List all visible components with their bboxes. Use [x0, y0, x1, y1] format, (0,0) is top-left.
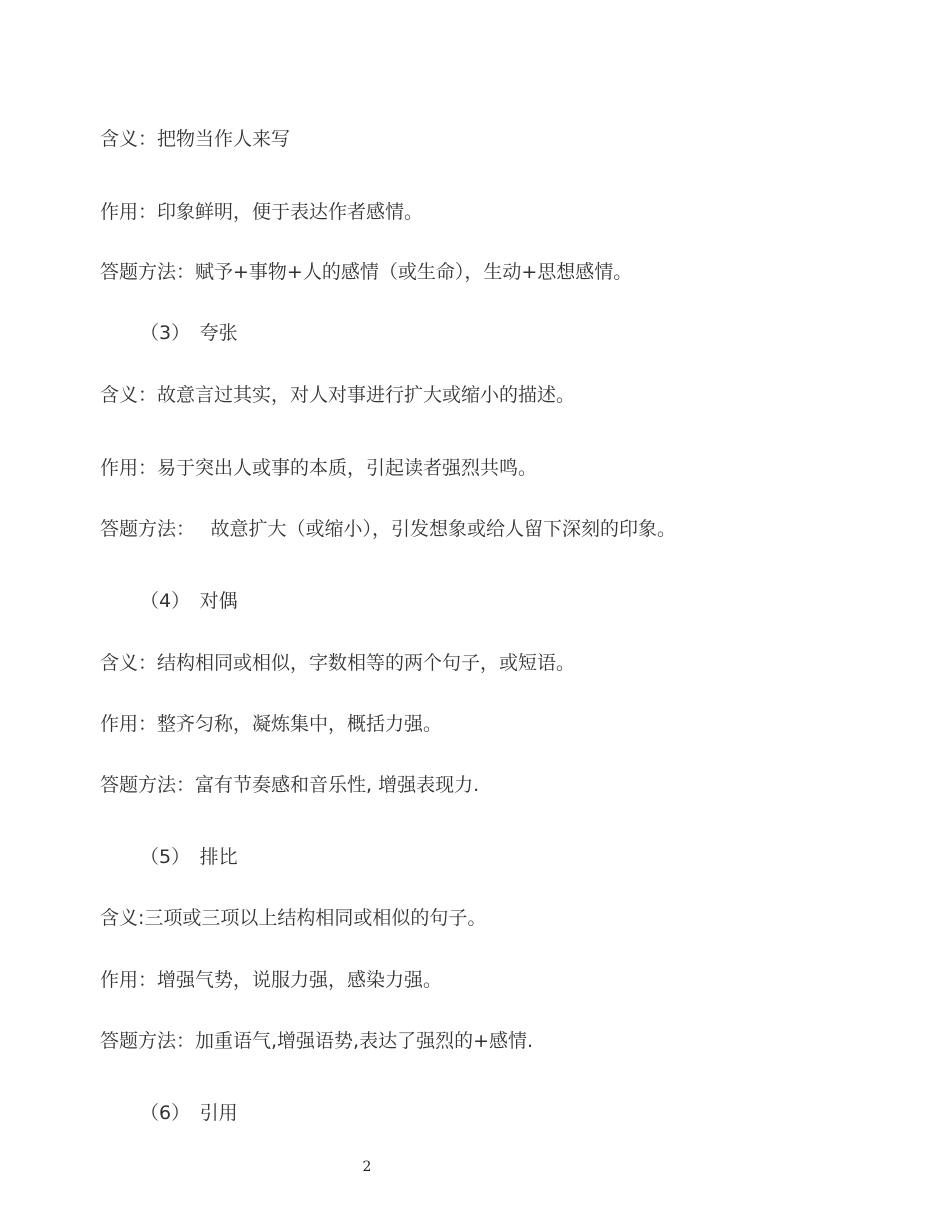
text-line-personification-meaning: 含义：把物当作人来写	[100, 128, 291, 150]
text-line-parallelism-effect: 作用：增强气势，说服力强，感染力强。	[100, 969, 443, 991]
text-line-parallelism-meaning: 含义:三项或三项以上结构相同或相似的句子。	[100, 907, 487, 929]
text-line-hyperbole-effect: 作用：易于突出人或事的本质，引起读者强烈共鸣。	[100, 457, 538, 479]
text-line-personification-method: 答题方法：赋予+事物+人的感情（或生命），生动+思想感情。	[100, 261, 633, 283]
section-heading-quotation: （6） 引用	[140, 1102, 238, 1124]
text-line-hyperbole-method: 答题方法： 故意扩大（或缩小），引发想象或给人留下深刻的印象。	[100, 518, 677, 540]
page-number: 2	[362, 1159, 372, 1175]
text-line-antithesis-meaning: 含义：结构相同或相似，字数相等的两个句子，或短语。	[100, 652, 576, 674]
text-line-parallelism-method: 答题方法：加重语气,增强语势,表达了强烈的+感情.	[100, 1030, 534, 1052]
text-line-hyperbole-meaning: 含义：故意言过其实，对人对事进行扩大或缩小的描述。	[100, 384, 576, 406]
section-heading-parallelism: （5） 排比	[140, 846, 238, 868]
section-heading-antithesis: （4） 对偶	[140, 590, 238, 612]
text-line-antithesis-method: 答题方法：富有节奏感和音乐性, 增强表现力.	[100, 774, 480, 796]
text-line-personification-effect: 作用：印象鲜明，便于表达作者感情。	[100, 201, 424, 223]
section-heading-hyperbole: （3） 夸张	[140, 322, 238, 344]
text-line-antithesis-effect: 作用：整齐匀称，凝炼集中，概括力强。	[100, 713, 443, 735]
